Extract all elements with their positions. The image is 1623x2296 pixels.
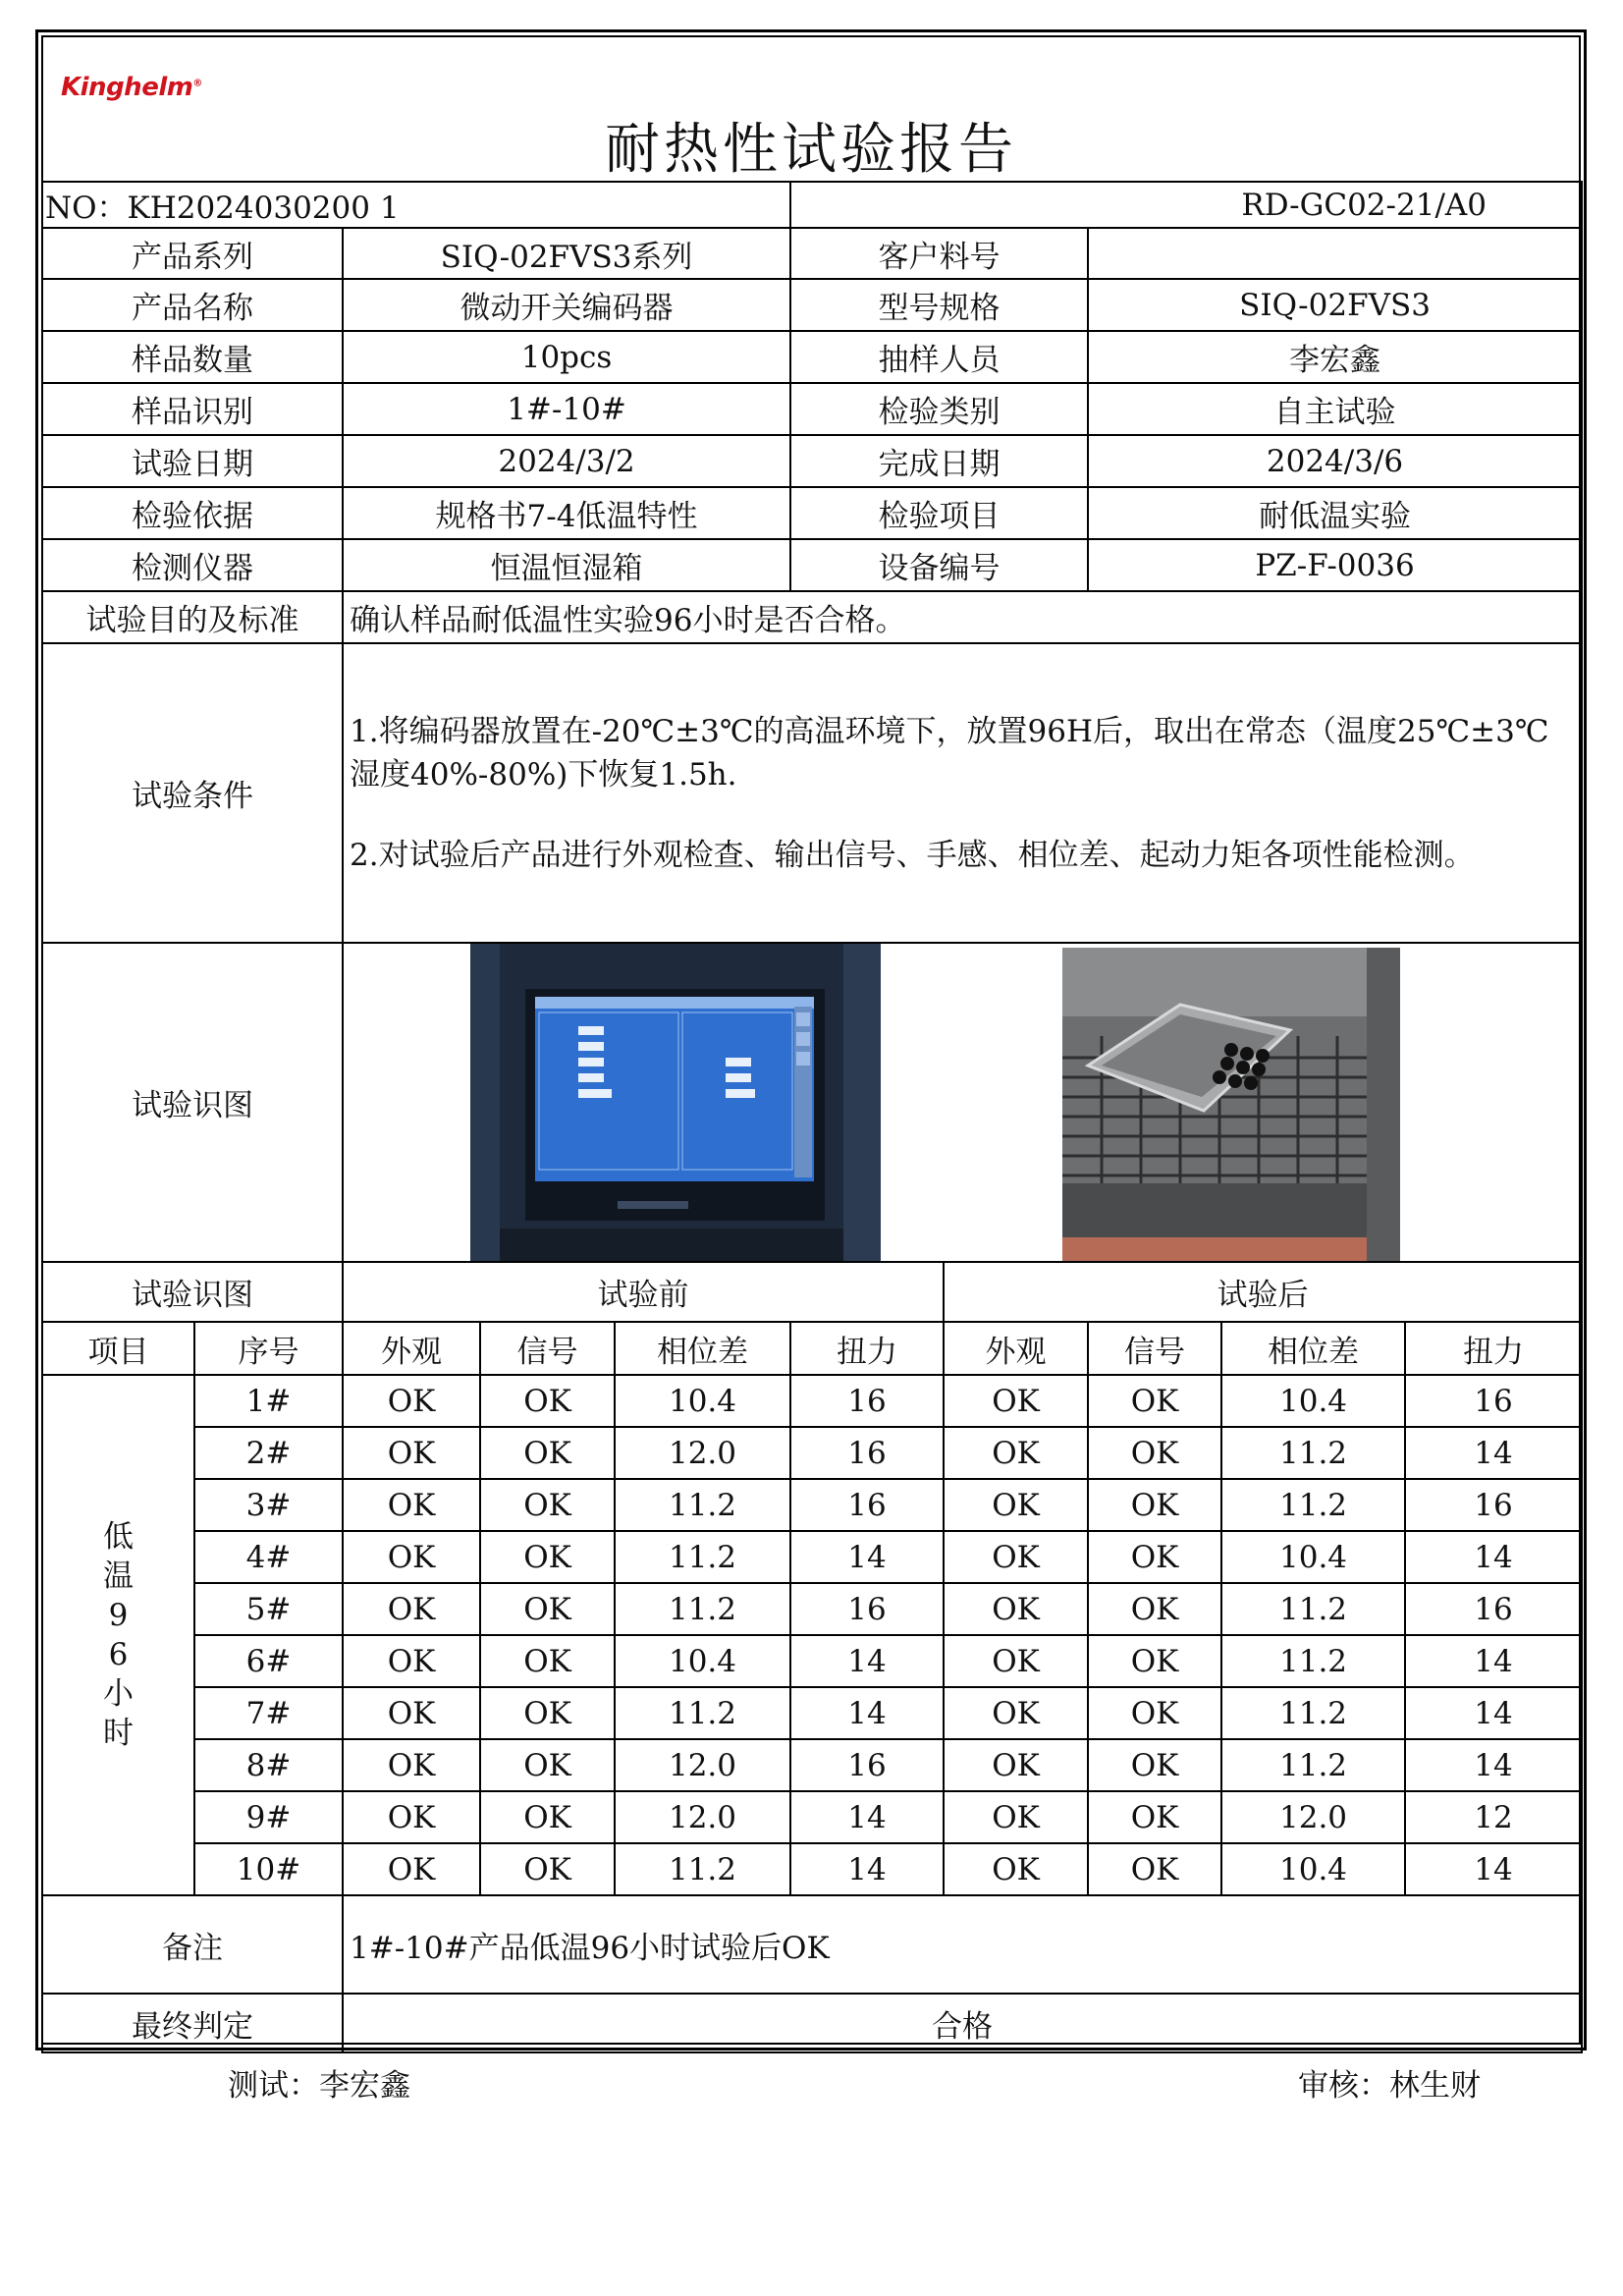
after-phase: 12.0 [1221,1791,1405,1843]
sample-seq: 4# [194,1531,343,1583]
condition-item: 1.将编码器放置在-20℃±3℃的高温环境下，放置96H后，取出在常态（温度25℃±3℃ 湿度40%-80%)下恢复1.5h. [350,713,1549,793]
after-signal: OK [1088,1531,1221,1583]
table-row [42,1635,1582,1687]
sample-seq: 5# [194,1583,343,1635]
after-appearance: OK [944,1531,1088,1583]
table-row [42,1687,1582,1739]
after-torque: 14 [1405,1843,1582,1895]
sample-seq: 3# [194,1479,343,1531]
after-signal: OK [1088,1635,1221,1687]
document-code: RD-GC02-21/A0 [790,182,1582,228]
info-value: 规格书7-4低温特性 [343,487,790,539]
photo-cell [343,943,1582,1262]
report-number: NO：KH2024030200 1 [42,182,790,228]
before-signal: OK [480,1531,615,1583]
purpose-row [42,591,1582,643]
info-value: 自主试验 [1088,383,1582,435]
after-test-header: 试验后 [944,1262,1582,1322]
before-phase: 12.0 [615,1739,790,1791]
before-torque: 16 [790,1583,944,1635]
sample-seq: 8# [194,1739,343,1791]
info-label: 检测仪器 [42,539,343,591]
chamber-interior-photo [1062,948,1400,1261]
info-row [42,383,1582,435]
after-appearance: OK [944,1843,1088,1895]
before-appearance: OK [343,1427,480,1479]
sample-seq: 7# [194,1687,343,1739]
after-signal: OK [1088,1791,1221,1843]
info-value: 耐低温实验 [1088,487,1582,539]
results-label: 试验识图 [42,1262,343,1322]
after-torque: 14 [1405,1427,1582,1479]
info-value: PZ-F-0036 [1088,539,1582,591]
results-group-header-row [42,1262,1582,1322]
after-torque: 14 [1405,1635,1582,1687]
after-torque: 14 [1405,1739,1582,1791]
remark-row [42,1895,1582,1994]
results-column-header-row [42,1322,1582,1375]
after-appearance: OK [944,1635,1088,1687]
sample-seq: 1# [194,1375,343,1427]
conditions-text [343,643,1582,943]
before-signal: OK [480,1739,615,1791]
col-header-item: 项目 [42,1322,194,1375]
before-torque: 16 [790,1479,944,1531]
before-torque: 14 [790,1531,944,1583]
sample-seq: 6# [194,1635,343,1687]
info-row [42,331,1582,383]
purpose-label: 试验目的及标准 [42,591,343,643]
table-row [42,1583,1582,1635]
col-header-signal: 信号 [480,1322,615,1375]
after-signal: OK [1088,1739,1221,1791]
before-phase: 11.2 [615,1479,790,1531]
verdict-text: 合格 [343,1994,1582,2052]
after-phase: 11.2 [1221,1739,1405,1791]
table-row [42,1791,1582,1843]
after-appearance: OK [944,1479,1088,1531]
before-phase: 11.2 [615,1687,790,1739]
before-phase: 11.2 [615,1531,790,1583]
col-header-torque: 扭力 [790,1322,944,1375]
tester-signature: 测试：李宏鑫 [228,2068,410,2104]
before-torque: 16 [790,1375,944,1427]
col-header-seq: 序号 [194,1322,343,1375]
info-value: 1#-10# [343,383,790,435]
after-signal: OK [1088,1843,1221,1895]
before-phase: 10.4 [615,1375,790,1427]
info-value: 2024/3/6 [1088,435,1582,487]
info-row [42,539,1582,591]
before-phase: 12.0 [615,1791,790,1843]
info-label: 产品系列 [42,228,343,279]
info-value: 恒温恒湿箱 [343,539,790,591]
meta-row [42,182,1582,228]
after-appearance: OK [944,1739,1088,1791]
brand-logo: Kinghelm® [61,73,202,102]
info-row [42,279,1582,331]
col-header-appearance: 外观 [343,1322,480,1375]
after-phase: 11.2 [1221,1687,1405,1739]
table-row [42,1479,1582,1531]
before-appearance: OK [343,1583,480,1635]
info-label: 抽样人员 [790,331,1088,383]
info-label: 试验日期 [42,435,343,487]
after-torque: 14 [1405,1531,1582,1583]
after-appearance: OK [944,1375,1088,1427]
after-phase: 11.2 [1221,1583,1405,1635]
after-torque: 12 [1405,1791,1582,1843]
before-appearance: OK [343,1687,480,1739]
info-row [42,228,1582,279]
before-appearance: OK [343,1843,480,1895]
conditions-label: 试验条件 [42,643,343,943]
info-label: 样品数量 [42,331,343,383]
conditions-row [42,643,1582,943]
table-row [42,1427,1582,1479]
before-appearance: OK [343,1791,480,1843]
info-label: 型号规格 [790,279,1088,331]
before-signal: OK [480,1583,615,1635]
after-phase: 10.4 [1221,1843,1405,1895]
info-value: 10pcs [343,331,790,383]
after-torque: 16 [1405,1375,1582,1427]
info-label: 检验依据 [42,487,343,539]
before-signal: OK [480,1375,615,1427]
after-signal: OK [1088,1427,1221,1479]
sample-seq: 9# [194,1791,343,1843]
sample-seq: 2# [194,1427,343,1479]
after-signal: OK [1088,1479,1221,1531]
test-group-label: 低 温 9 6 小 时 [42,1375,194,1895]
report-title: 耐热性试验报告 [605,118,1017,182]
info-label: 样品识别 [42,383,343,435]
photo-row [42,943,1582,1262]
after-torque: 16 [1405,1479,1582,1531]
before-signal: OK [480,1427,615,1479]
before-signal: OK [480,1843,615,1895]
before-torque: 14 [790,1843,944,1895]
after-appearance: OK [944,1791,1088,1843]
after-torque: 16 [1405,1583,1582,1635]
before-torque: 16 [790,1739,944,1791]
before-signal: OK [480,1635,615,1687]
before-phase: 11.2 [615,1583,790,1635]
after-phase: 11.2 [1221,1427,1405,1479]
verdict-row [42,1994,1582,2052]
table-row [42,1739,1582,1791]
after-torque: 14 [1405,1687,1582,1739]
col-header-appearance: 外观 [944,1322,1088,1375]
col-header-phase: 相位差 [615,1322,790,1375]
before-torque: 14 [790,1791,944,1843]
before-signal: OK [480,1791,615,1843]
before-appearance: OK [343,1479,480,1531]
col-header-torque: 扭力 [1405,1322,1582,1375]
sample-seq: 10# [194,1843,343,1895]
table-row [42,1843,1582,1895]
info-value [1088,228,1582,279]
before-test-header: 试验前 [343,1262,944,1322]
after-signal: OK [1088,1687,1221,1739]
before-phase: 12.0 [615,1427,790,1479]
after-signal: OK [1088,1583,1221,1635]
purpose-text: 确认样品耐低温性实验96小时是否合格。 [343,591,1582,643]
info-label: 客户料号 [790,228,1088,279]
info-label: 设备编号 [790,539,1088,591]
info-value: 2024/3/2 [343,435,790,487]
verdict-label: 最终判定 [42,1994,343,2052]
before-torque: 14 [790,1687,944,1739]
before-appearance: OK [343,1635,480,1687]
condition-item: 2.对试验后产品进行外观检查、输出信号、手感、相位差、起动力矩各项性能检测。 [350,837,1475,873]
before-torque: 14 [790,1635,944,1687]
after-phase: 10.4 [1221,1531,1405,1583]
before-torque: 16 [790,1427,944,1479]
after-phase: 11.2 [1221,1635,1405,1687]
remark-label: 备注 [42,1895,343,1994]
info-label: 检验类别 [790,383,1088,435]
info-label: 产品名称 [42,279,343,331]
reviewer-signature: 审核：林生财 [1298,2068,1481,2104]
photo-label: 试验识图 [42,943,343,1262]
info-row [42,435,1582,487]
col-header-phase: 相位差 [1221,1322,1405,1375]
chamber-controller-photo [470,944,881,1261]
after-phase: 10.4 [1221,1375,1405,1427]
after-appearance: OK [944,1687,1088,1739]
table-row [42,1375,1582,1427]
after-signal: OK [1088,1375,1221,1427]
info-value: 微动开关编码器 [343,279,790,331]
remark-text: 1#-10#产品低温96小时试验后OK [343,1895,1582,1994]
info-row [42,487,1582,539]
before-appearance: OK [343,1375,480,1427]
info-value: SIQ-02FVS3系列 [343,228,790,279]
before-phase: 10.4 [615,1635,790,1687]
before-appearance: OK [343,1531,480,1583]
info-label: 完成日期 [790,435,1088,487]
info-value: SIQ-02FVS3 [1088,279,1582,331]
before-signal: OK [480,1479,615,1531]
after-appearance: OK [944,1583,1088,1635]
col-header-signal: 信号 [1088,1322,1221,1375]
info-label: 检验项目 [790,487,1088,539]
table-row [42,1531,1582,1583]
before-phase: 11.2 [615,1843,790,1895]
after-phase: 11.2 [1221,1479,1405,1531]
before-appearance: OK [343,1739,480,1791]
after-appearance: OK [944,1427,1088,1479]
report-table [41,181,1583,2053]
before-signal: OK [480,1687,615,1739]
info-value: 李宏鑫 [1088,331,1582,383]
